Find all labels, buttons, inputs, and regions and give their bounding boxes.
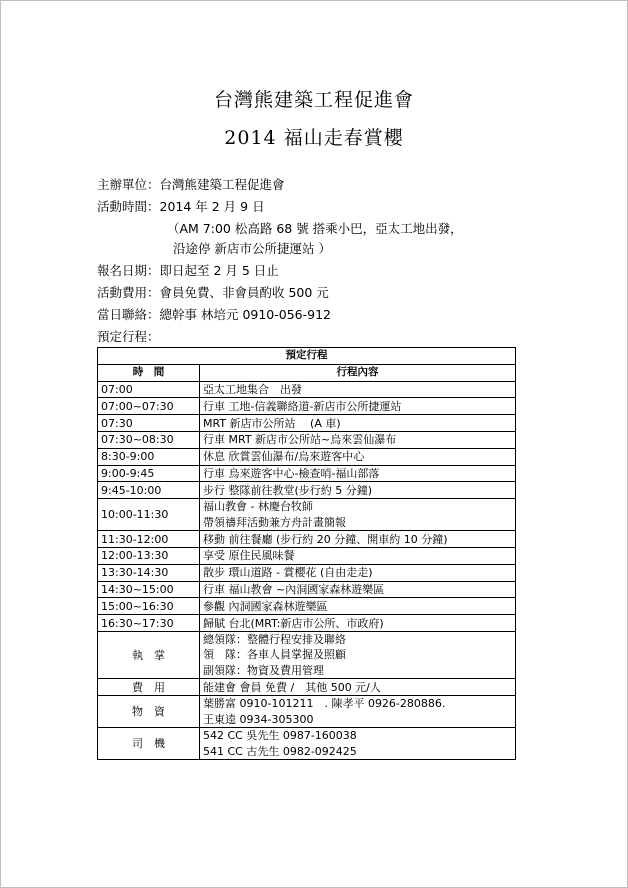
row-content [200,564,516,581]
row-content [200,398,516,415]
schedule-body [98,381,516,631]
row-time: 07:30~08:30 [98,431,200,448]
organizer-line: 主辦單位：台灣熊建築工程促進會 [97,177,285,192]
table-header-row [98,364,516,381]
table-row [98,431,516,448]
table-caption: 預定行程 [98,348,516,365]
row-content [200,531,516,548]
row-content-line: 參觀 內洞國家森林遊樂區 [203,599,328,613]
row-time: 07:00 [98,381,200,398]
row-content [200,547,516,564]
row-time: 9:00-9:45 [98,465,200,482]
row-content-line: 享受 原住民風味餐 [203,549,295,563]
row-content [200,465,516,482]
row-content [200,598,516,615]
row-time: 13:30-14:30 [98,564,200,581]
row-time: 16:30~17:30 [98,615,200,632]
cost-row [98,679,516,696]
row-content-line: MRT 新店市公所站 (A 車) [203,416,341,430]
row-content-line: 散步 環山道路 - 賞櫻花 (自由走走) [203,566,373,580]
driver-content [200,728,516,760]
driver-line: 541 CC 古先生 0982-092425 [203,744,357,758]
row-time: 8:30-9:00 [98,448,200,465]
row-content-line: 歸賦 台北(MRT:新店市公所、市政府) [203,616,384,630]
row-content-line: 移動 前往餐廳 (步行約 20 分鐘、開車約 10 分鐘) [203,532,448,546]
supplies-line: 葉勝富 0910-101211 . 陳孝平 0926-280886. [203,697,446,711]
row-content [200,581,516,598]
row-content-line: 休息 欣賞雲仙瀑布/烏來遊客中心 [203,450,365,464]
table-row [98,598,516,615]
duty-row [98,631,516,679]
driver-row [98,728,516,760]
supplies-row [98,696,516,728]
duty-line: 領 隊：各車人員掌握及照顧 [203,648,346,662]
table-row [98,415,516,432]
footer-body [98,631,516,759]
row-content-line: 帶領禱拜活動兼方舟計畫簡報 [203,515,346,529]
table-row [98,499,516,531]
row-content [200,482,516,499]
document-title: 台灣熊建築工程促進會 [213,89,414,111]
table-caption-row [98,348,516,365]
row-time: 07:00~07:30 [98,398,200,415]
table-row [98,465,516,482]
supplies-content [200,696,516,728]
date-line: 活動時間：2014 年 2 月 9 日 [97,199,265,214]
header-time: 時 間 [98,364,200,381]
row-content [200,448,516,465]
table-row [98,398,516,415]
row-content [200,499,516,531]
table-row [98,615,516,632]
row-time: 15:00~16:30 [98,598,200,615]
row-time: 9:45-10:00 [98,482,200,499]
row-time: 14:30~15:00 [98,581,200,598]
document-subtitle: 2014 福山走春賞櫻 [224,127,404,149]
row-content [200,381,516,398]
row-content [200,431,516,448]
duty-content [200,631,516,679]
contact-line: 當日聯絡：總幹事 林培元 0910-056-912 [97,307,331,322]
table-row [98,381,516,398]
table-row [98,581,516,598]
cost-label: 費 用 [98,679,200,696]
row-content-line: 行車 MRT 新店市公所站~烏來雲仙瀑布 [203,433,397,447]
fee-line: 活動費用：會員免費、非會員酌收 500 元 [97,285,329,300]
duty-line: 總領隊：整體行程安排及聯絡 [203,632,346,646]
time-detail-line-1: （AM 7:00 松高路 68 號 搭乘小巴，亞太工地出發， [167,221,463,236]
duty-label: 執 掌 [98,631,200,679]
driver-line: 542 CC 吳先生 0987-160038 [203,729,357,743]
header-content: 行程內容 [200,364,516,381]
table-row [98,482,516,499]
row-content [200,615,516,632]
row-content-line: 亞太工地集合 出發 [203,382,302,396]
row-time: 11:30-12:00 [98,531,200,548]
row-time: 10:00-11:30 [98,499,200,531]
table-row [98,531,516,548]
table-row [98,547,516,564]
supplies-line: 王東逵 0934-305300 [203,712,314,726]
row-content [200,415,516,432]
time-detail-line-2: 沿途停 新店市公所捷運站 ） [173,241,331,256]
supplies-label: 物 資 [98,696,200,728]
table-row [98,564,516,581]
table-row [98,448,516,465]
registration-line: 報名日期：即日起至 2 月 5 日止 [97,263,279,278]
itinerary-label: 預定行程： [97,329,160,344]
duty-line: 副領隊：物資及費用管理 [203,663,324,677]
row-content-line: 行車 工地-信義聯絡道-新店市公所捷運站 [203,399,402,413]
row-content-line: 福山教會 - 林慶台牧師 [203,500,313,514]
row-time: 12:00-13:30 [98,547,200,564]
schedule-table [97,347,516,760]
row-content-line: 行車 福山教會 ~內洞國家森林遊樂區 [203,582,385,596]
cost-content: 能建會 會員 免費 / 其他 500 元/人 [200,679,516,696]
row-time: 07:30 [98,415,200,432]
row-content-line: 行車 烏來遊客中心-檢查哨-福山部落 [203,466,380,480]
row-content-line: 步行 整隊前往教堂(步行約 5 分鐘) [203,483,373,497]
driver-label: 司 機 [98,728,200,760]
